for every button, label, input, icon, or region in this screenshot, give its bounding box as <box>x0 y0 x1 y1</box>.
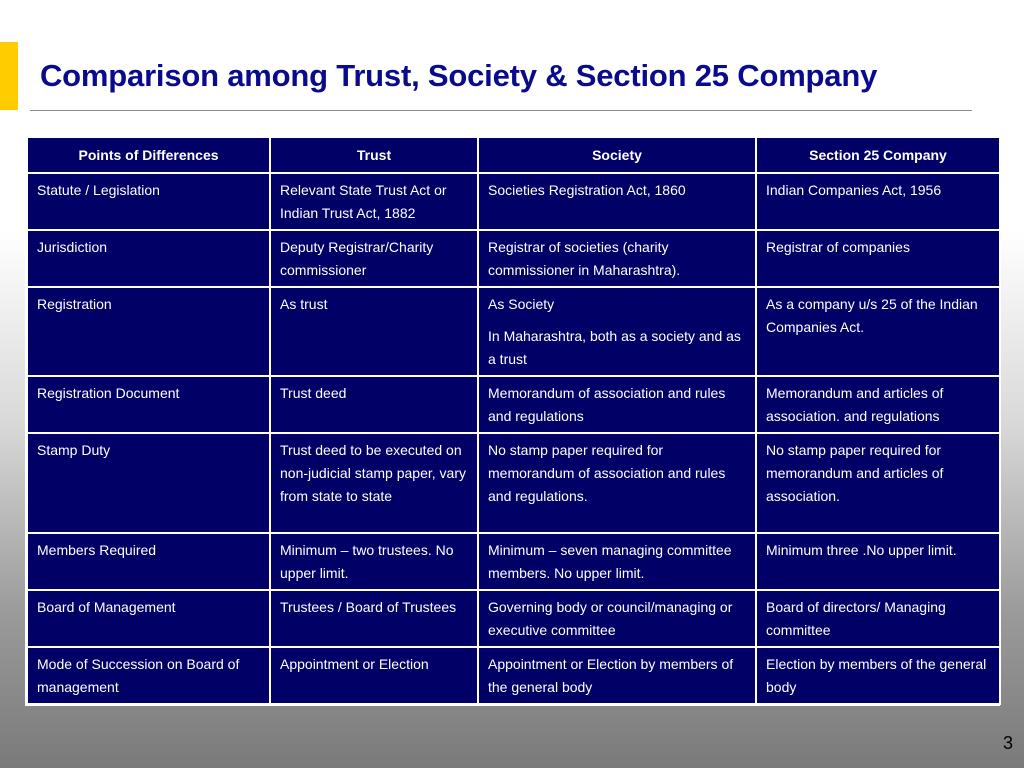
cell-society: Minimum – seven managing committee members. No upper limit. <box>478 533 756 590</box>
cell-trust: Relevant State Trust Act or Indian Trust Act, 1882 <box>270 173 478 230</box>
cell-society: Governing body or council/managing or executive committee <box>478 590 756 647</box>
cell-company: Registrar of companies <box>756 230 1000 287</box>
table-row-registration-document <box>27 376 1000 433</box>
cell-trust: As trust <box>270 287 478 376</box>
cell-trust: Trust deed <box>270 376 478 433</box>
cell-point: Members Required <box>27 533 270 590</box>
title-divider <box>30 110 972 111</box>
cell-point: Board of Management <box>27 590 270 647</box>
cell-point: Registration Document <box>27 376 270 433</box>
cell-company: Election by members of the general body <box>756 647 1000 704</box>
table-row-stamp-duty <box>27 433 1000 533</box>
cell-company: Minimum three .No upper limit. <box>756 533 1000 590</box>
table-row-mode-of-succession <box>27 647 1000 704</box>
title-accent-bar <box>0 42 18 110</box>
cell-trust: Trust deed to be executed on non-judicial stamp paper, vary from state to state <box>270 433 478 533</box>
cell-point: Registration <box>27 287 270 376</box>
cell-company: Indian Companies Act, 1956 <box>756 173 1000 230</box>
cell-company: Memorandum and articles of association. and regulations <box>756 376 1000 433</box>
cell-society: Appointment or Election by members of the general body <box>478 647 756 704</box>
cell-society: Memorandum of association and rules and regulations <box>478 376 756 433</box>
comparison-table-container <box>25 135 1000 706</box>
table-row-members-required <box>27 533 1000 590</box>
table-row-statute <box>27 173 1000 230</box>
slide-title: Comparison among Trust, Society & Section 25 Company <box>40 58 878 93</box>
header-points-of-differences: Points of Differences <box>27 137 270 173</box>
cell-society-note: In Maharashtra, both as a society and as a trust <box>488 328 741 367</box>
cell-company: No stamp paper required for memorandum and articles of association. <box>756 433 1000 533</box>
cell-trust: Minimum – two trustees. No upper limit. <box>270 533 478 590</box>
table-row-board-of-management <box>27 590 1000 647</box>
header-society: Society <box>478 137 756 173</box>
cell-society-line: As Society <box>488 296 555 312</box>
cell-society: Registrar of societies (charity commissioner in Maharashtra). <box>478 230 756 287</box>
cell-company: Board of directors/ Managing committee <box>756 590 1000 647</box>
cell-trust: Deputy Registrar/Charity commissioner <box>270 230 478 287</box>
header-trust: Trust <box>270 137 478 173</box>
table-row-jurisdiction <box>27 230 1000 287</box>
table-header-row <box>27 137 1000 173</box>
cell-trust: Trustees / Board of Trustees <box>270 590 478 647</box>
header-section-25-company: Section 25 Company <box>756 137 1000 173</box>
cell-point: Stamp Duty <box>27 433 270 533</box>
cell-point: Statute / Legislation <box>27 173 270 230</box>
page-number: 3 <box>1002 733 1013 753</box>
cell-society <box>478 287 756 376</box>
cell-point: Mode of Succession on Board of management <box>27 647 270 704</box>
table-row-registration <box>27 287 1000 376</box>
cell-society: No stamp paper required for memorandum of association and rules and regulations. <box>478 433 756 533</box>
cell-point: Jurisdiction <box>27 230 270 287</box>
cell-trust: Appointment or Election <box>270 647 478 704</box>
cell-society: Societies Registration Act, 1860 <box>478 173 756 230</box>
comparison-table <box>26 136 1001 705</box>
cell-company: As a company u/s 25 of the Indian Companies Act. <box>756 287 1000 376</box>
